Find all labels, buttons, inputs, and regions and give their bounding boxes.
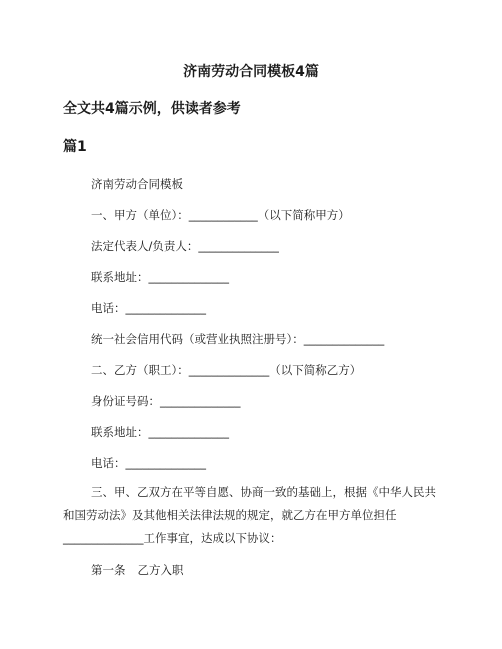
- party-b-phone-line: 电话：______________: [91, 456, 206, 470]
- article-heading: [91, 561, 184, 579]
- party-a-address-line: 联系地址：______________: [91, 270, 229, 284]
- party-a-line: 一、甲方（单位）：____________（以下简称甲方）: [91, 208, 350, 222]
- document-subtitle: 全文共4篇示例，供读者参考: [63, 101, 241, 117]
- document-title: 济南劳动合同模板4篇: [183, 64, 319, 80]
- contract-name-line: 济南劳动合同模板: [91, 177, 183, 191]
- id-number-line: 身份证号码：______________: [91, 394, 241, 408]
- party-b-line: 二、乙方（职工）：______________（以下简称乙方）: [91, 363, 362, 377]
- section-heading: 篇1: [63, 139, 87, 155]
- party-a-phone-line: 电话：______________: [91, 301, 206, 315]
- article-number: 第一条: [91, 563, 126, 577]
- legal-representative-line: 法定代表人/负责人：______________: [91, 239, 279, 253]
- article-title: 乙方入职: [137, 563, 184, 577]
- agreement-paragraph: 三、甲、乙双方在平等自愿、协商一致的基础上，根据《中华人民共和国劳动法》及其他相关法律法规的规定，就乙方在甲方单位担任______________工作事宜，达成以下协议：: [63, 485, 436, 545]
- credit-code-line: 统一社会信用代码（或营业执照注册号）：______________: [91, 332, 385, 346]
- party-b-address-line: 联系地址：______________: [91, 425, 229, 439]
